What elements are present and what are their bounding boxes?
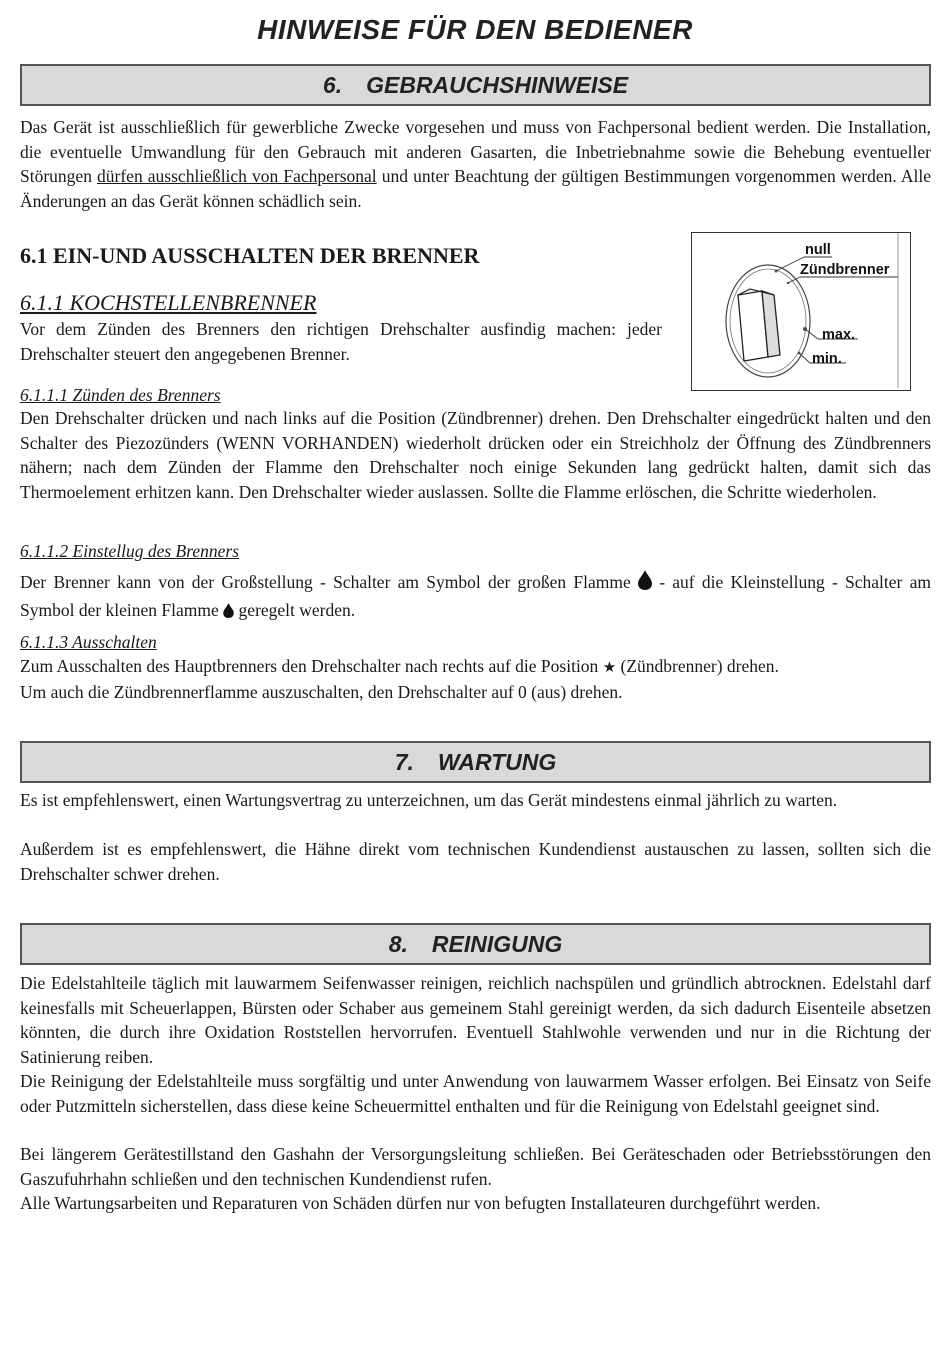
section-6-number: 6. [322,72,343,98]
section-6-1-1-2-heading: 6.1.1.2 Einstellug des Brenners [20,541,240,561]
section-6-1-1-3-text [20,654,931,704]
knob-diagram [691,232,911,391]
section-6-1-1-1-heading: 6.1.1.1 Zünden des Brenners [20,385,221,405]
section-8-paragraph-2: Die Reinigung der Edelstahlteile muss sorgfältig und unter Anwendung von lauwarmem Wasser erfolgen. Bei Einsatz von Seife oder Putzmitteln sicherstellen, dass diese keine Scheuermittel enthalten und für die Reinigung von Edelstahl geeignet sind. [20,1071,931,1116]
adjust-text-c: geregelt werden. [234,600,356,620]
label-min: min. [812,351,842,367]
section-8-title: REINIGUNG [431,931,563,957]
knob-illustration [692,233,910,390]
section-6-1-1-2-text [20,568,931,624]
off-text-c: Um auch die Zündbrennerflamme auszuschalten, den Drehschalter auf 0 (aus) drehen. [20,681,623,702]
section-8-header [20,923,931,965]
off-text-b: (Zündbrenner) drehen. [616,656,779,676]
section-6-1-1-text: Vor dem Zünden des Brenners den richtigen Drehschalter ausfindig machen: jeder Drehschalter steuert den angegebenen Brenner. [20,319,662,364]
off-text-a: Zum Ausschalten des Hauptbrenners den Drehschalter nach rechts auf die Position [20,656,603,676]
section-6-header [20,64,931,106]
section-6-1-1-heading: 6.1.1 KOCHSTELLENBRENNER [20,290,317,315]
small-flame-icon [223,603,234,618]
label-null: null [805,242,831,258]
adjust-text-a: Der Brenner kann von der Großstellung - Schalter am Symbol der großen Flamme [20,572,638,592]
star-icon: ★ [602,658,617,676]
adjust-text-b: - auf die Kleinstellung - Schalter am Symbol der kleinen Flamme [20,572,931,620]
label-pilot: Zündbrenner [800,262,890,278]
intro-text-a: Das Gerät ist ausschließlich für gewerbliche Zwecke vorgesehen und muss von Fachpersonal bedient werden. Die Installation, die eventuelle Umwandlung für den Gebrauch mit anderen Gasarten, die Inbetriebnahme sowie die Behebung eventueller Störungen [20,117,931,186]
large-flame-icon [638,570,652,590]
section-6-1-1-1-text: Den Drehschalter drücken und nach links auf die Position (Zündbrenner) drehen. Den Drehschalter eingedrückt halten und den Schalter des Piezozünders (WENN VORHANDEN) wiederholt drücken oder ein Streichholz der Öffnung des Zündbrenners nähern; nach dem Zünden der Flamme den Drehschalter noch einige Sekunden lang gedrückt halten, damit sich das Thermoelement erhitzen kann. Den Drehschalter wieder auslassen. Sollte die Flamme erlöschen, die Schritte wiederholen. [20,408,931,502]
section-8-number: 8. [388,931,408,957]
page-title: HINWEISE FÜR DEN BEDIENER [257,14,693,45]
section-8-paragraph-3: Bei längerem Gerätestillstand den Gashahn der Versorgungsleitung schließen. Bei Geräteschaden oder Betriebsstörungen den Gaszufuhrhahn schließen und den technischen Kundendienst rufen. [20,1144,931,1189]
section-8-paragraph-1: Die Edelstahlteile täglich mit lauwarmem Seifenwasser reinigen, reichlich nachspülen und gründlich abtrocknen. Edelstahl darf keinesfalls mit Scheuerlappen, Bürsten oder Schaber aus gemeinem Stahl gereinigt werden, da sich dadurch Eisenteile absetzen könnten, die durch ihre Oxidation Roststellen hervorrufen. Eventuell Stahlwohle verwenden und nur in die Richtung der Satinierung reiben. [20,973,931,1067]
section-7-number: 7. [394,749,414,775]
label-max: max. [822,327,856,343]
section-6-1-heading: 6.1 EIN-UND AUSSCHALTEN DER BRENNER [20,243,480,268]
intro-underlined: dürfen ausschließlich von Fachpersonal [97,166,377,186]
section-7-title: WARTUNG [437,749,557,775]
section-6-1-1-3-heading: 6.1.1.3 Ausschalten [20,632,157,652]
section-8-paragraph-4: Alle Wartungsarbeiten und Reparaturen von Schäden dürfen nur von befugten Installateuren durchgeführt werden. [20,1193,821,1213]
intro-text-b: und unter Beachtung der gültigen Bestimmungen vorgenommen werden. Alle Änderungen an das Gerät können schädlich sein. [20,166,931,211]
section-6-title: GEBRAUCHSHINWEISE [366,72,629,98]
section-6-intro [20,115,931,213]
section-7-paragraph-1: Es ist empfehlenswert, einen Wartungsvertrag zu unterzeichnen, um das Gerät mindestens einmal jährlich zu warten. [20,790,838,810]
section-7-paragraph-2: Außerdem ist es empfehlenswert, die Hähne direkt vom technischen Kundendienst austauschen zu lassen, sollten sich die Drehschalter schwer drehen. [20,839,931,884]
section-7-header [20,741,931,783]
